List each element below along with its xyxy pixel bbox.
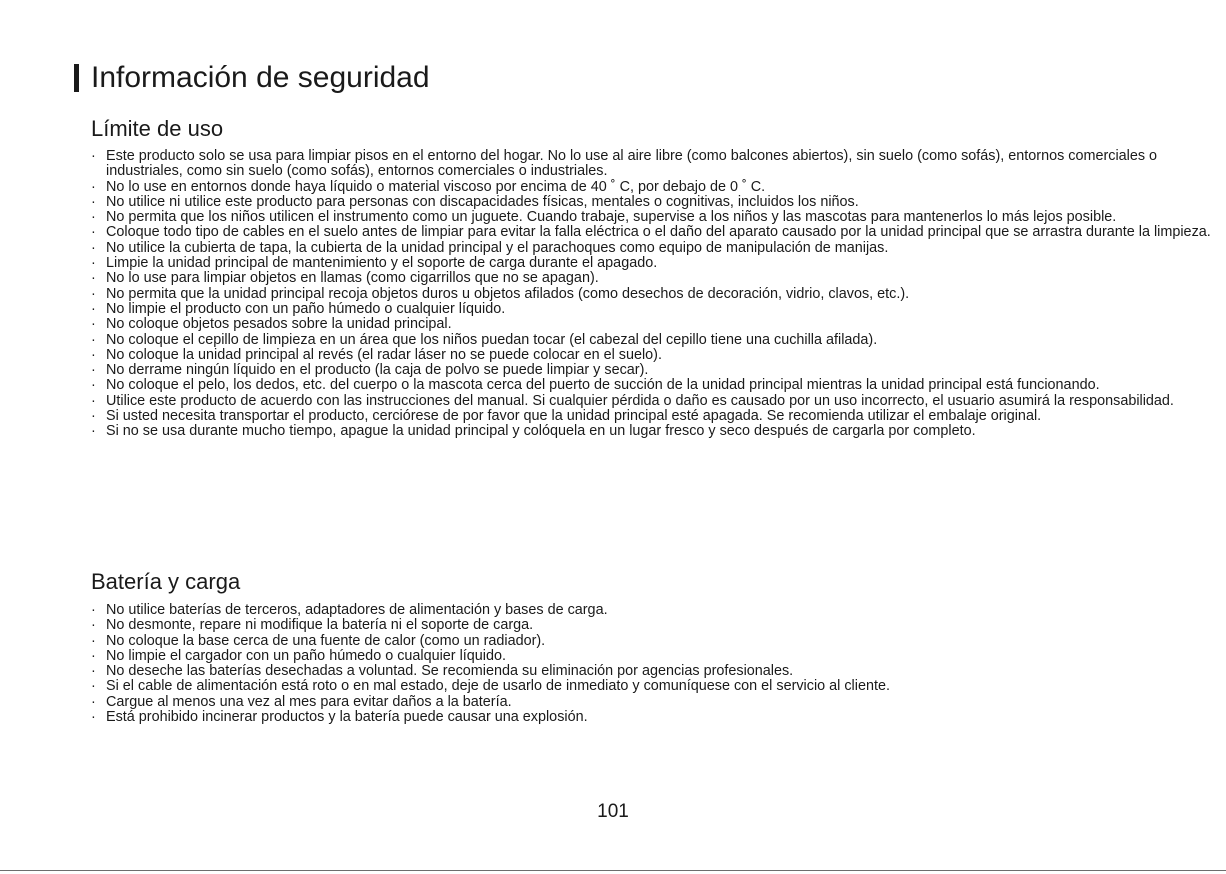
bullet-dot: · bbox=[91, 331, 96, 348]
bullet-dot: · bbox=[91, 270, 96, 287]
bullet-dot: · bbox=[91, 224, 96, 241]
section-heading-limite-de-uso: Límite de uso bbox=[91, 116, 224, 141]
list-item: · No derrame ningún líquido en el producto (la caja de polvo se puede limpiar y secar). bbox=[91, 362, 649, 379]
bullet-dot: · bbox=[91, 602, 96, 618]
bullet-dot: · bbox=[91, 693, 96, 710]
bullet-dot: · bbox=[91, 255, 96, 272]
page-number: 101 bbox=[597, 801, 629, 822]
bullet-dot: · bbox=[91, 632, 96, 649]
title-accent-bar bbox=[74, 64, 79, 92]
list-item: · No limpie el cargador con un paño húmedo o cualquier líquido. bbox=[91, 647, 506, 664]
list-item: · No coloque objetos pesados sobre la unidad principal. bbox=[91, 316, 452, 333]
bullet-dot: · bbox=[91, 239, 96, 256]
list-item: · Si no se usa durante mucho tiempo, apague la unidad principal y colóquela en un lugar fresco y seco después de cargarla por completo. bbox=[91, 423, 976, 440]
page-title-text: Información de seguridad bbox=[91, 61, 430, 94]
list-item: · No limpie el producto con un paño húmedo o cualquier líquido. bbox=[91, 300, 506, 317]
bullet-dot: · bbox=[91, 316, 96, 333]
list-item: · No coloque el cepillo de limpieza en un área que los niños puedan tocar (el cabezal del cepillo tiene una cuchilla afilada). bbox=[91, 331, 878, 348]
bullet-dot: · bbox=[91, 647, 96, 664]
list-item: · Coloque todo tipo de cables en el suelo antes de limpiar para evitar la falla eléctrica o el daño del aparato causado por la unidad principal que se arrastra durante la limpieza. bbox=[91, 224, 1211, 241]
list-item: · No desmonte, repare ni modifique la batería ni el soporte de carga. bbox=[91, 617, 534, 634]
list-item: · No deseche las baterías desechadas a voluntad. Se recomienda su eliminación por agencias profesionales. bbox=[91, 663, 794, 680]
list-item: · No coloque la base cerca de una fuente de calor (como un radiador). bbox=[91, 632, 546, 649]
limite-de-uso-list bbox=[91, 149, 1216, 440]
section-heading-bateria-y-carga: Batería y carga bbox=[91, 569, 241, 594]
list-item: · No utilice baterías de terceros, adaptadores de alimentación y bases de carga. bbox=[91, 602, 608, 618]
bullet-dot: · bbox=[91, 377, 96, 394]
bullet-dot: · bbox=[91, 423, 96, 440]
bullet-dot: · bbox=[91, 392, 96, 409]
bullet-dot: · bbox=[91, 362, 96, 379]
bullet-dot: · bbox=[91, 617, 96, 634]
bullet-dot: · bbox=[91, 709, 96, 726]
list-item: · Utilice este producto de acuerdo con las instrucciones del manual. Si cualquier pérdida o daño es causado por un uso incorrecto, el usuario asumirá la responsabilidad. bbox=[91, 392, 1174, 409]
bullet-dot: · bbox=[91, 678, 96, 695]
list-item: · No permita que los niños utilicen el instrumento como un juguete. Cuando trabaje, supervise a los niños y las mascotas para mantenerlos lo más lejos posible. bbox=[91, 209, 1117, 226]
bullet-dot: · bbox=[91, 346, 96, 363]
bullet-dot: · bbox=[91, 148, 96, 164]
bottom-divider bbox=[0, 870, 1226, 871]
list-item: · No coloque la unidad principal al revés (el radar láser no se puede colocar en el suelo). bbox=[91, 346, 662, 363]
bullet-dot: · bbox=[91, 285, 96, 302]
list-item: · Este producto solo se usa para limpiar pisos en el entorno del hogar. No lo use al aire libre (como balcones abiertos), sin suelo (como sofás), entornos comerciales o industriales, como sin suelo (como sofás), entornos comerciales o industriales. bbox=[91, 148, 1158, 180]
bullet-dot: · bbox=[91, 178, 96, 195]
bullet-dot: · bbox=[91, 193, 96, 210]
list-item: · No lo use para limpiar objetos en llamas (como cigarrillos que no se apagan). bbox=[91, 270, 599, 287]
list-item: · Si el cable de alimentación está roto o en mal estado, deje de usarlo de inmediato y comuníquese con el servicio al cliente. bbox=[91, 678, 890, 695]
list-item: · No utilice la cubierta de tapa, la cubierta de la unidad principal y el parachoques como equipo de manipulación de manijas. bbox=[91, 239, 889, 256]
list-item: · No coloque el pelo, los dedos, etc. del cuerpo o la mascota cerca del puerto de succión de la unidad principal mientras la unidad principal está funcionando. bbox=[91, 377, 1100, 394]
list-item: · No lo use en entornos donde haya líquido o material viscoso por encima de 40 ˚ C, por debajo de 0 ˚ C. bbox=[91, 178, 766, 195]
bullet-dot: · bbox=[91, 209, 96, 226]
list-item: · No utilice ni utilice este producto para personas con discapacidades físicas, mentales o cognitivas, incluidos los niños. bbox=[91, 193, 859, 210]
list-item: · No permita que la unidad principal recoja objetos duros u objetos afilados (como desechos de decoración, vidrio, clavos, etc.). bbox=[91, 285, 910, 302]
list-item: · Si usted necesita transportar el producto, cerciórese de por favor que la unidad principal esté apagada. Se recomienda utilizar el embalaje original. bbox=[91, 408, 1042, 425]
list-item: · Cargue al menos una vez al mes para evitar daños a la batería. bbox=[91, 693, 512, 710]
list-item: · Limpie la unidad principal de mantenimiento y el soporte de carga durante el apagado. bbox=[91, 255, 658, 272]
page-title bbox=[74, 56, 430, 100]
list-item: · Está prohibido incinerar productos y la batería puede causar una explosión. bbox=[91, 709, 588, 726]
bullet-dot: · bbox=[91, 300, 96, 317]
bullet-dot: · bbox=[91, 663, 96, 680]
bateria-y-carga-list bbox=[91, 603, 1216, 725]
bullet-dot: · bbox=[91, 408, 96, 425]
